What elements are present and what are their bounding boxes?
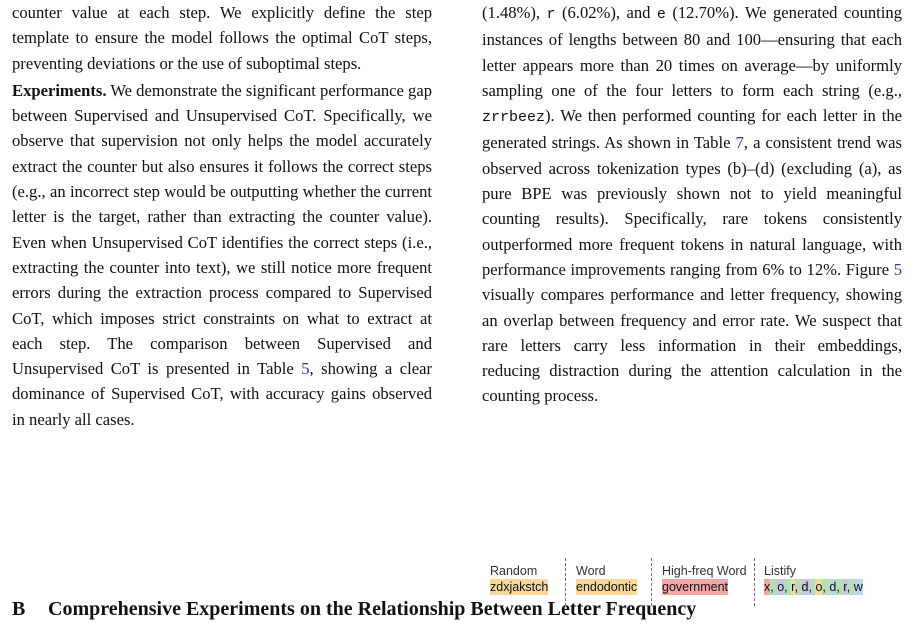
- figure-group-title: Word: [576, 564, 606, 578]
- figure-group-example: [490, 579, 548, 595]
- table-7-link[interactable]: 7: [735, 133, 744, 153]
- left-column: [12, 0, 432, 432]
- figure-group-word: [576, 564, 637, 595]
- figure-token: ,: [808, 580, 816, 594]
- paragraph-step-template: counter value at each step. We explicitly define the step template to ensure the model follows the optimal CoT steps, preventing deviations or the use of suboptimal steps.: [12, 3, 432, 73]
- paragraph-letter-frequency: [482, 0, 902, 409]
- figure-divider: [754, 558, 755, 606]
- figure-group-example: [576, 579, 637, 595]
- right-column: [482, 0, 902, 409]
- figure-token: r: [843, 580, 847, 594]
- figure-group-high-freq-word: [662, 564, 747, 595]
- figure-group-listify: [764, 564, 863, 595]
- rc-text-5: , a consistent trend was observed across tokenization types (b)–(d) (excluding (a), as pure BPE was previously shown not to yield meaningful counting results). Specifically, rare tokens consistently outperformed more frequent tokens in natural language, with performance improvements ranging from 6% to 12%. Figure: [482, 133, 902, 279]
- figure-token: zdxjakstch: [490, 580, 549, 594]
- figure-token: ,: [836, 580, 844, 594]
- figure-group-example: [764, 579, 863, 595]
- rc-text-2: (6.02%), and: [555, 3, 657, 22]
- figure-5-link[interactable]: 5: [893, 259, 902, 279]
- figure-group-title: Random: [490, 564, 538, 578]
- figure-token: ,: [846, 580, 854, 594]
- experiments-text-a: We demonstrate the significant performance gap between Supervised and Unsupervised CoT. Specifically, we observe that supervision not only helps the model accurately extract the counter but also ensures it follows the correct steps (e.g., an incorrect step would be outputting whether the current letter is the target, rather than extracting the counter value). Even when Unsupervised CoT identifies the correct steps (i.e., extracting the counter into text), we still notice more frequent errors during the extraction process compared to Supervised CoT, which imposes strict constraints on what to extract at each step. The comparison between Supervised and Unsupervised CoT is presented in Table: [12, 80, 432, 379]
- experiments-text-b: , showing a clear dominance of Supervised CoT, with accuracy gains observed in nearly all cases.: [12, 359, 432, 429]
- rc-text-6: visually compares performance and letter frequency, showing an overlap between frequency and error rate. We suspect that rare letters carry less information in their embeddings, reducing distraction during the attention calculation in the counting process.: [482, 285, 902, 406]
- figure-token: d: [829, 580, 837, 594]
- figure-divider: [565, 558, 566, 606]
- figure-token: ,: [794, 580, 802, 594]
- figure-group-title: Listify: [764, 564, 796, 578]
- tokenization-figure: [490, 564, 910, 614]
- figure-token: r: [791, 580, 795, 594]
- figure-group-random: [490, 564, 548, 595]
- table-5-link[interactable]: 5: [301, 359, 310, 379]
- figure-token: ,: [784, 580, 792, 594]
- figure-token: d: [801, 580, 809, 594]
- figure-group-example: [662, 579, 747, 595]
- letter-r-code: r: [546, 6, 556, 23]
- figure-token: ,: [770, 580, 778, 594]
- experiments-heading: Experiments.: [12, 80, 107, 100]
- figure-token: ,: [822, 580, 830, 594]
- figure-token: x: [764, 580, 771, 594]
- rc-text-4: ). We then performed counting for each letter in the generated strings. As shown in Table: [482, 106, 902, 153]
- paragraph-experiments: [12, 78, 432, 432]
- figure-token: o: [815, 580, 823, 594]
- rc-text-1: (1.48%),: [482, 3, 547, 22]
- example-string-code: zrrbeez: [482, 109, 546, 127]
- figure-token: endodontic: [576, 580, 638, 594]
- section-number: B: [12, 598, 26, 620]
- rc-text-3: (12.70%). We generated counting instances of lengths between 80 and 100—ensuring that each letter appears more than 20 times on average—by uniformly sampling one of the four letters to form each string (e.g.,: [482, 3, 902, 100]
- figure-token: government: [662, 580, 729, 594]
- letter-e-code: e: [656, 6, 666, 23]
- figure-token: w: [853, 580, 863, 594]
- figure-group-title: High-freq Word: [662, 564, 747, 578]
- figure-divider: [651, 558, 652, 606]
- section-title: Comprehensive Experiments on the Relationship Between Letter Frequency: [48, 598, 697, 620]
- figure-token: o: [777, 580, 785, 594]
